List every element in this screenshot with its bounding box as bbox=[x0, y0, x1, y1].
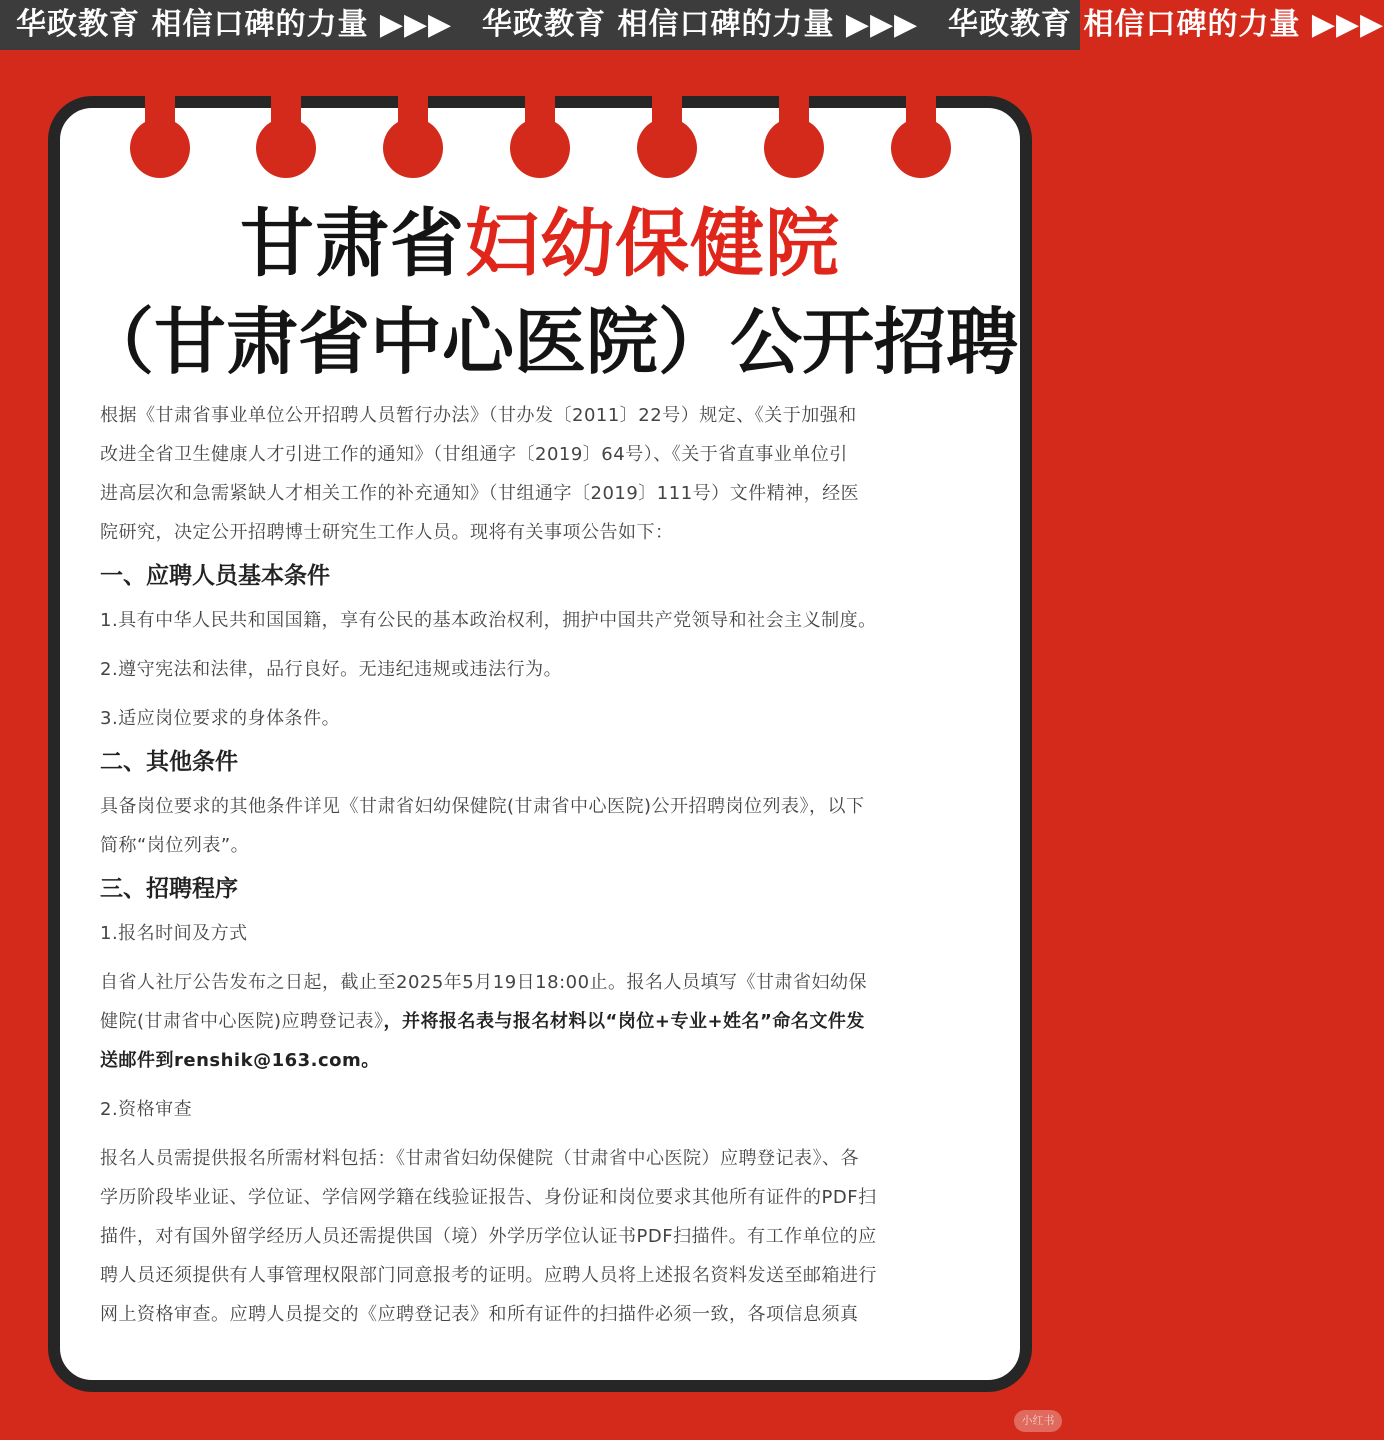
title-province: 甘肃省 bbox=[240, 201, 465, 287]
review-line: 网上资格审查。应聘人员提交的《应聘登记表》和所有证件的扫描件必须一致，各项信息须真 bbox=[100, 1304, 859, 1325]
other-condition-line: 具备岗位要求的其他条件详见《甘肃省妇幼保健院(甘肃省中心医院)公开招聘岗位列表》，以下 bbox=[100, 796, 865, 817]
condition-item: 1.具有中华人民共和国国籍，享有公民的基本政治权利，拥护中国共产党领导和社会主义制度。 bbox=[100, 610, 877, 631]
banner-text: 华政教育 相信口碑的力量 ▶▶▶ bbox=[16, 7, 453, 42]
review-line: 聘人员还须提供有人事管理权限部门同意报考的证明。应聘人员将上述报名资料发送至邮箱进行 bbox=[100, 1265, 877, 1286]
intro-line: 进高层次和急需紧缺人才相关工作的补充通知》（甘组通字〔2019〕111号）文件精神，经医 bbox=[100, 483, 860, 504]
intro-line: 根据《甘肃省事业单位公开招聘人员暂行办法》（甘办发〔2011〕22号）规定、《关于加强和 bbox=[100, 405, 857, 426]
sub-heading: 1.报名时间及方式 bbox=[100, 923, 248, 944]
top-banner bbox=[0, 0, 1384, 50]
title-line-2: （甘肃省中心医院）公开招聘 bbox=[81, 300, 1018, 384]
section-heading: 三、招聘程序 bbox=[100, 876, 238, 902]
binder-hole bbox=[383, 118, 443, 178]
binder-hole bbox=[764, 118, 824, 178]
notice-body bbox=[100, 396, 1000, 1334]
email-text: 送邮件到renshik@163.com。 bbox=[100, 1050, 380, 1071]
binder-hole bbox=[510, 118, 570, 178]
binder-hole bbox=[130, 118, 190, 178]
sub-heading: 2.资格审查 bbox=[100, 1099, 193, 1120]
condition-item: 3.适应岗位要求的身体条件。 bbox=[100, 708, 341, 729]
binder-hole bbox=[256, 118, 316, 178]
binder-hole bbox=[637, 118, 697, 178]
review-line: 报名人员需提供报名所需材料包括：《甘肃省妇幼保健院（甘肃省中心医院）应聘登记表》、各 bbox=[100, 1148, 859, 1169]
registration-line bbox=[100, 1041, 1000, 1080]
condition-item: 2.遵守宪法和法律，品行良好。无违纪违规或违法行为。 bbox=[100, 659, 563, 680]
title-hospital: 妇幼保健院 bbox=[465, 201, 840, 287]
intro-line: 院研究，决定公开招聘博士研究生工作人员。现将有关事项公告如下： bbox=[100, 522, 674, 543]
binder-hole bbox=[891, 118, 951, 178]
banner-text: 华政教育 相信口碑的力量 ▶▶▶ bbox=[482, 7, 919, 42]
review-line: 描件，对有国外留学经历人员还需提供国（境）外学历学位认证书PDF扫描件。有工作单位的应 bbox=[100, 1226, 877, 1247]
registration-line: 健院(甘肃省中心医院)应聘登记表》，并将报名表与报名材料以“岗位+专业+姓名”命名文件发 bbox=[100, 1011, 865, 1032]
review-line: 学历阶段毕业证、学位证、学信网学籍在线验证报告、身份证和岗位要求其他所有证件的PDF扫 bbox=[100, 1187, 877, 1208]
other-condition-line: 简称“岗位列表”。 bbox=[100, 835, 250, 856]
section-heading: 一、应聘人员基本条件 bbox=[100, 563, 330, 589]
banner-text: 华政教育 相信口碑的力量 ▶▶▶ bbox=[948, 7, 1384, 42]
intro-line: 改进全省卫生健康人才引进工作的通知》（甘组通字〔2019〕64号）、《关于省直事业单位引 bbox=[100, 444, 848, 465]
watermark-logo: 小红书 bbox=[1014, 1410, 1062, 1432]
title-line-1 bbox=[0, 196, 1080, 292]
section-heading: 二、其他条件 bbox=[100, 749, 238, 775]
registration-line: 自省人社厅公告发布之日起，截止至2025年5月19日18:00止。报名人员填写《甘肃省妇幼保 bbox=[100, 972, 868, 993]
